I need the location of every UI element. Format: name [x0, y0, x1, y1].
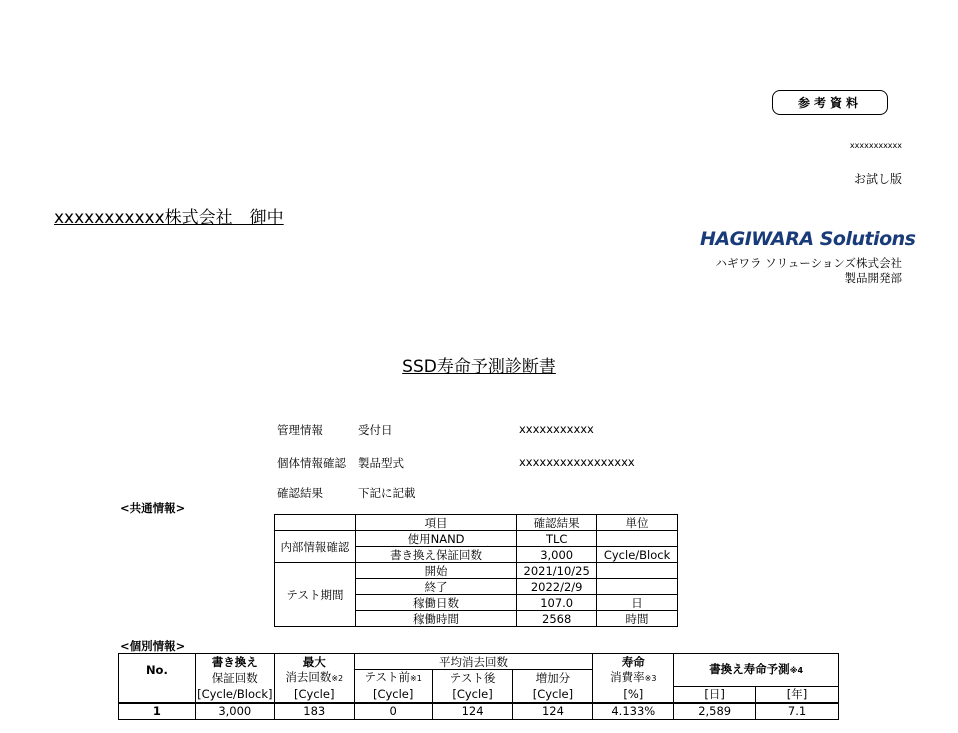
mgmt-label: 管理情報 [277, 423, 323, 437]
individual-info-table [118, 653, 839, 720]
table-cell [119, 686, 196, 703]
table-header-row [275, 515, 678, 531]
table-header: No. [119, 654, 196, 687]
group-label: 内部情報確認 [275, 531, 356, 563]
table-header: 単位 [597, 515, 678, 531]
table-cell: 3,000 [517, 547, 597, 563]
mgmt-key: 下記に記載 [358, 486, 416, 500]
table-cell: 0 [354, 703, 432, 720]
reference-badge: 参考資料 [772, 90, 888, 115]
table-header [593, 670, 674, 687]
table-cell: 2021/10/25 [517, 563, 597, 579]
document-title-text: SSD寿命予測診断書 [402, 357, 556, 377]
table-cell: 3,000 [195, 703, 274, 720]
unit-label: [日] [674, 686, 756, 703]
unit-label: [Cycle] [513, 686, 593, 703]
table-header [674, 654, 839, 687]
table-cell: 終了 [355, 579, 516, 595]
mgmt-label: 確認結果 [277, 486, 323, 500]
unit-label: [Cycle] [274, 686, 354, 703]
table-cell: 稼働日数 [355, 595, 516, 611]
table-cell: 183 [274, 703, 354, 720]
mgmt-key: 製品型式 [358, 456, 404, 470]
note-mark: ※1 [410, 674, 422, 683]
table-cell [597, 563, 678, 579]
company-logo-text: HAGIWARA Solutions [700, 228, 916, 250]
table-header: テスト後 [432, 670, 513, 687]
table-cell: 124 [432, 703, 513, 720]
table-header: 項目 [355, 515, 516, 531]
consumption-header: 消費率 [610, 669, 645, 684]
mgmt-label: 個体情報確認 [277, 456, 346, 470]
unit-label: [年] [756, 686, 839, 703]
table-row [275, 531, 678, 547]
table-cell: 稼働時間 [355, 611, 516, 627]
table-cell: 書き換え保証回数 [355, 547, 516, 563]
document-title [0, 352, 958, 377]
unit-label: [Cycle/Block] [197, 686, 273, 701]
note-mark: ※2 [331, 673, 344, 683]
table-cell: Cycle/Block [597, 547, 678, 563]
mgmt-value: xxxxxxxxxxx [519, 422, 594, 436]
table-header: 確認結果 [517, 515, 597, 531]
note-mark: ※4 [789, 665, 804, 675]
table-cell [597, 531, 678, 547]
group-label: テスト期間 [275, 563, 356, 627]
table-cell: 124 [513, 703, 593, 720]
table-row [119, 703, 839, 720]
addressee: xxxxxxxxxxx株式会社 御中 [54, 208, 284, 228]
table-cell: TLC [517, 531, 597, 547]
table-row [275, 563, 678, 579]
table-cell: 2568 [517, 611, 597, 627]
table-cell: 使用NAND [355, 531, 516, 547]
company-name: ハギワラ ソリューションズ株式会社 [715, 256, 902, 270]
reference-code: xxxxxxxxxxx [849, 141, 902, 150]
table-cell: 4.133% [593, 703, 674, 720]
mgmt-value: xxxxxxxxxxxxxxxxx [519, 455, 635, 469]
table-cell: 7.1 [756, 703, 839, 720]
table-header: 保証回数 [195, 670, 274, 687]
table-unit-row [119, 686, 839, 703]
table-cell: 1 [119, 703, 196, 720]
table-cell: 開始 [355, 563, 516, 579]
unit-label: [%] [593, 686, 674, 703]
table-header-row [119, 654, 839, 670]
table-cell [597, 579, 678, 595]
table-header: 書き換え [195, 654, 274, 670]
mgmt-key: 受付日 [358, 423, 393, 437]
table-cell: 107.0 [517, 595, 597, 611]
before-header: テスト前 [364, 670, 411, 684]
table-cell: 日 [597, 595, 678, 611]
table-cell: 時間 [597, 611, 678, 627]
note-mark: ※3 [644, 673, 657, 683]
table-header [274, 670, 354, 687]
unit-label: [Cycle] [354, 686, 432, 703]
table-header: 寿命 [593, 654, 674, 670]
department-name: 製品開発部 [844, 271, 902, 285]
company-logo [700, 228, 915, 250]
max-erase-header: 消去回数 [285, 669, 332, 684]
table-header [354, 670, 432, 687]
trial-label: お試し版 [853, 172, 902, 186]
table-cell: 2,589 [674, 703, 756, 720]
common-info-table [274, 514, 678, 627]
table-header: 増加分 [513, 670, 593, 687]
unit-label: [Cycle] [432, 686, 513, 703]
predict-header: 書換え寿命予測 [709, 661, 790, 676]
table-cell [275, 515, 356, 531]
table-header: 最大 [274, 654, 354, 670]
table-header: 平均消去回数 [354, 654, 593, 670]
common-info-label: <共通情報> [120, 501, 186, 515]
table-cell: 2022/2/9 [517, 579, 597, 595]
individual-info-label: <個別情報> [120, 639, 186, 653]
